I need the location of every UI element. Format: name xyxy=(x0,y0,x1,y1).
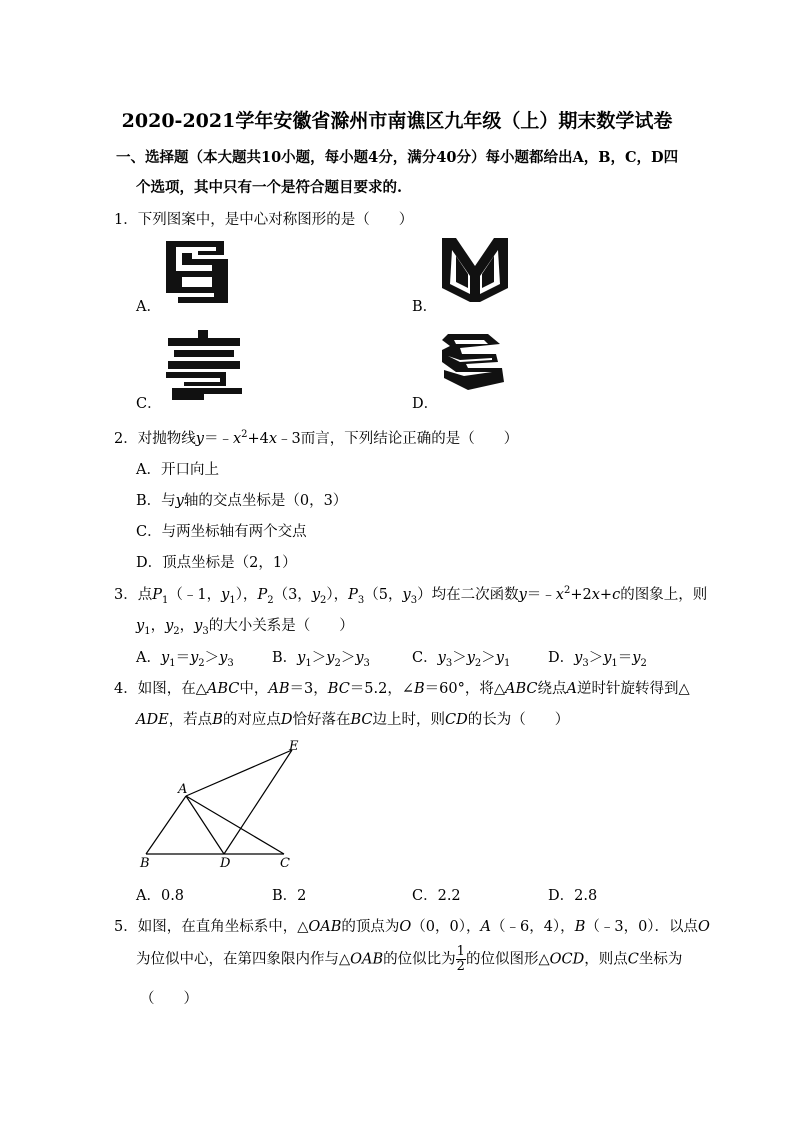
fig-label-a: A xyxy=(178,782,188,797)
q4-stem-line2: ADE，若点B的对应点D恰好落在BC边上时，则CD的长为（ ） xyxy=(136,712,570,728)
q4-triangle-figure xyxy=(136,738,316,870)
q3-stem-line1: 3．点$P_1(﹣1$，$y_1$），$P_2(3$，$y_2$），$P_3(5$，$y_3$）均在二次函数$y=﹣x^2+2x+c$的图象上，则 xyxy=(114,585,708,606)
section-heading-line1: 一、选择题（本大题共10小题，每小题4分，满分40分）每小题都给出A，B，C，D四 xyxy=(116,149,679,166)
seal-a-lower-icon xyxy=(164,277,230,305)
q3-option-b: B．$y_1>y_2>y_3$ xyxy=(272,650,370,669)
page-title: 2020-2021学年安徽省滁州市南谯区九年级（上）期末数学试卷 xyxy=(121,110,673,132)
fig-label-b: B xyxy=(140,856,150,871)
q1-option-a-label: A． xyxy=(136,299,161,315)
q1-option-b-label: B． xyxy=(412,299,438,315)
q1-option-c-label: C． xyxy=(136,396,162,412)
q2-stem: 2．对抛物线$y=﹣x^2+4x﹣3$而言，下列结论正确的是（ ） xyxy=(114,429,519,447)
q2-option-b: B．与y轴的交点坐标是（0，3） xyxy=(136,493,348,509)
q5-stem-line1: 5．如图，在直角坐标系中，△OAB的顶点为O（0，0），A（﹣6，4），B（﹣3，0）．以点O xyxy=(114,919,710,935)
fig-label-c: C xyxy=(280,856,290,871)
q4-option-c: C．2.2 xyxy=(412,888,461,904)
q5-answer-blank: （ ） xyxy=(140,991,198,1007)
q1-option-d-label: D． xyxy=(412,396,439,412)
seal-d-icon xyxy=(438,332,508,392)
q2-option-c: C．与两坐标轴有两个交点 xyxy=(136,524,307,540)
q3-option-d: D．$y_3>y_1=y_2$ xyxy=(548,650,647,669)
q1-stem: 1．下列图案中，是中心对称图形的是（ ） xyxy=(114,212,414,228)
q4-stem-line1: 4．如图，在△ABC中，AB＝3，BC＝5.2，∠B＝60°，将△ABC绕点A逆时针旋转得到△ xyxy=(114,681,690,697)
seal-c-icon xyxy=(164,330,244,402)
q4-option-d: D．2.8 xyxy=(548,888,598,904)
fig-label-e: E xyxy=(289,739,299,754)
q5-stem-line2: 为位似中心，在第四象限内作与△OAB的位似比为 $\frac{1}{2}$ 的位似图形△OCD，则点C坐标为 xyxy=(136,944,683,974)
fraction-one-half: $\frac{1}{2}$ xyxy=(456,944,465,974)
q2-option-d: D．顶点坐标是（2，1） xyxy=(136,555,297,571)
section-heading-line2: 个选项，其中只有一个是符合题目要求的. xyxy=(136,179,403,196)
q3-stem-line2: $y_1$，$y_2$，$y_3$的大小关系是（ ） xyxy=(136,618,354,637)
q4-option-a: A．0.8 xyxy=(136,888,185,904)
q2-option-a: A．开口向上 xyxy=(136,462,219,478)
q3-option-a: A．$y_1=y_2>y_3$ xyxy=(136,650,234,669)
q3-option-c: C．$y_3>y_2>y_1$ xyxy=(412,650,511,669)
seal-a-icon xyxy=(164,237,236,277)
fig-label-d: D xyxy=(220,856,231,871)
seal-b-icon xyxy=(440,236,510,304)
q4-option-b: B．2 xyxy=(272,888,307,904)
